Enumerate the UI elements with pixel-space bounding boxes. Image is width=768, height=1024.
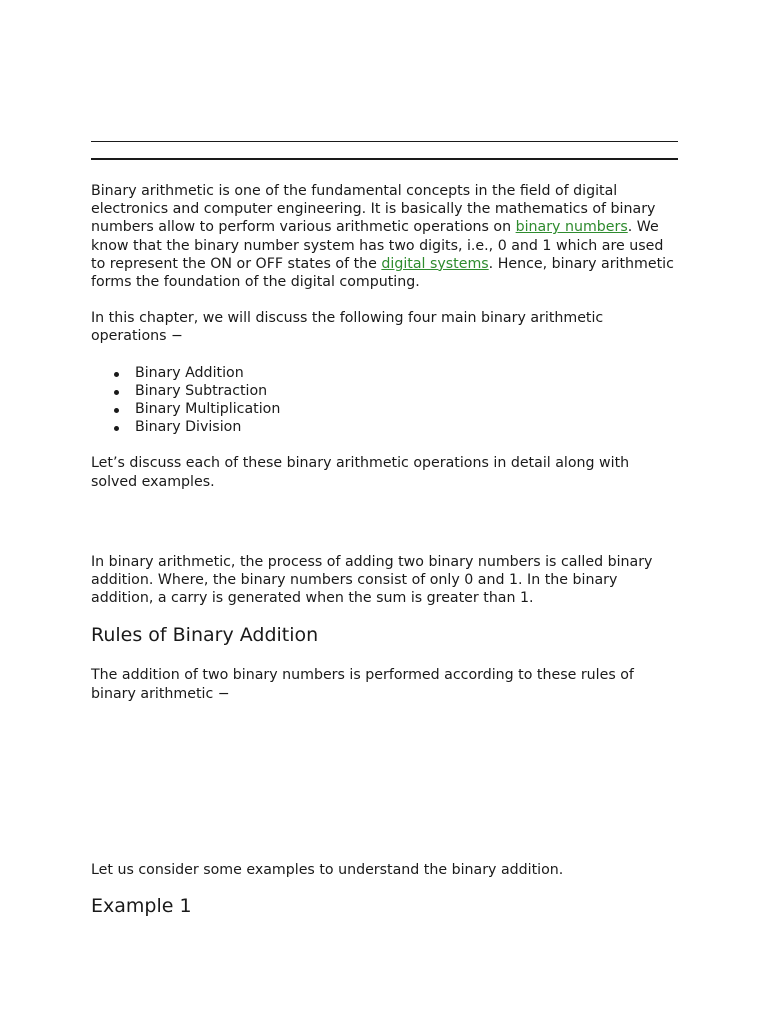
article-body (91, 182, 678, 937)
intro-text-2: . We know that the binary number system has two digits, i.e., 0 and 1 which are used to represent the ON or OFF states of the (91, 219, 664, 272)
top-rule-thin (91, 141, 678, 142)
operations-list (91, 364, 678, 437)
example-1-heading: Example 1 (91, 895, 192, 918)
rules-paragraph: The addition of two binary numbers is performed according to these rules of binary arithmetic − (91, 667, 634, 702)
list-item-binary-subtraction: Binary Subtraction (135, 382, 678, 400)
intro-paragraph (91, 182, 678, 291)
binary-addition-paragraph: In binary arithmetic, the process of adding two binary numbers is called binary addition. Where, the binary numbers consist of only 0 and 1. In the binary addition, a carry is generated when the sum is greater than 1. (91, 553, 653, 607)
list-item-binary-division: Binary Division (135, 418, 678, 436)
discuss-paragraph: Let’s discuss each of these binary arithmetic operations in detail along with solved examples. (91, 455, 630, 490)
digital-systems-link[interactable]: digital systems (381, 255, 489, 272)
top-rule-thick (91, 158, 678, 160)
list-item-binary-multiplication: Binary Multiplication (135, 400, 678, 418)
binary-numbers-link[interactable]: binary numbers (515, 219, 628, 236)
rules-heading: Rules of Binary Addition (91, 624, 319, 647)
examples-paragraph: Let us consider some examples to understand the binary addition. (91, 861, 564, 878)
chapter-intro-paragraph: In this chapter, we will discuss the following four main binary arithmetic operations − (91, 310, 604, 345)
intro-text-3: . Hence, binary arithmetic forms the foundation of the digital computing. (91, 255, 674, 291)
list-item-binary-addition: Binary Addition (135, 364, 678, 382)
intro-text-1: Binary arithmetic is one of the fundamental concepts in the field of digital electronics and computer engineering. It is basically the mathematics of binary numbers allow to perform various arithmetic operations on (91, 183, 656, 236)
